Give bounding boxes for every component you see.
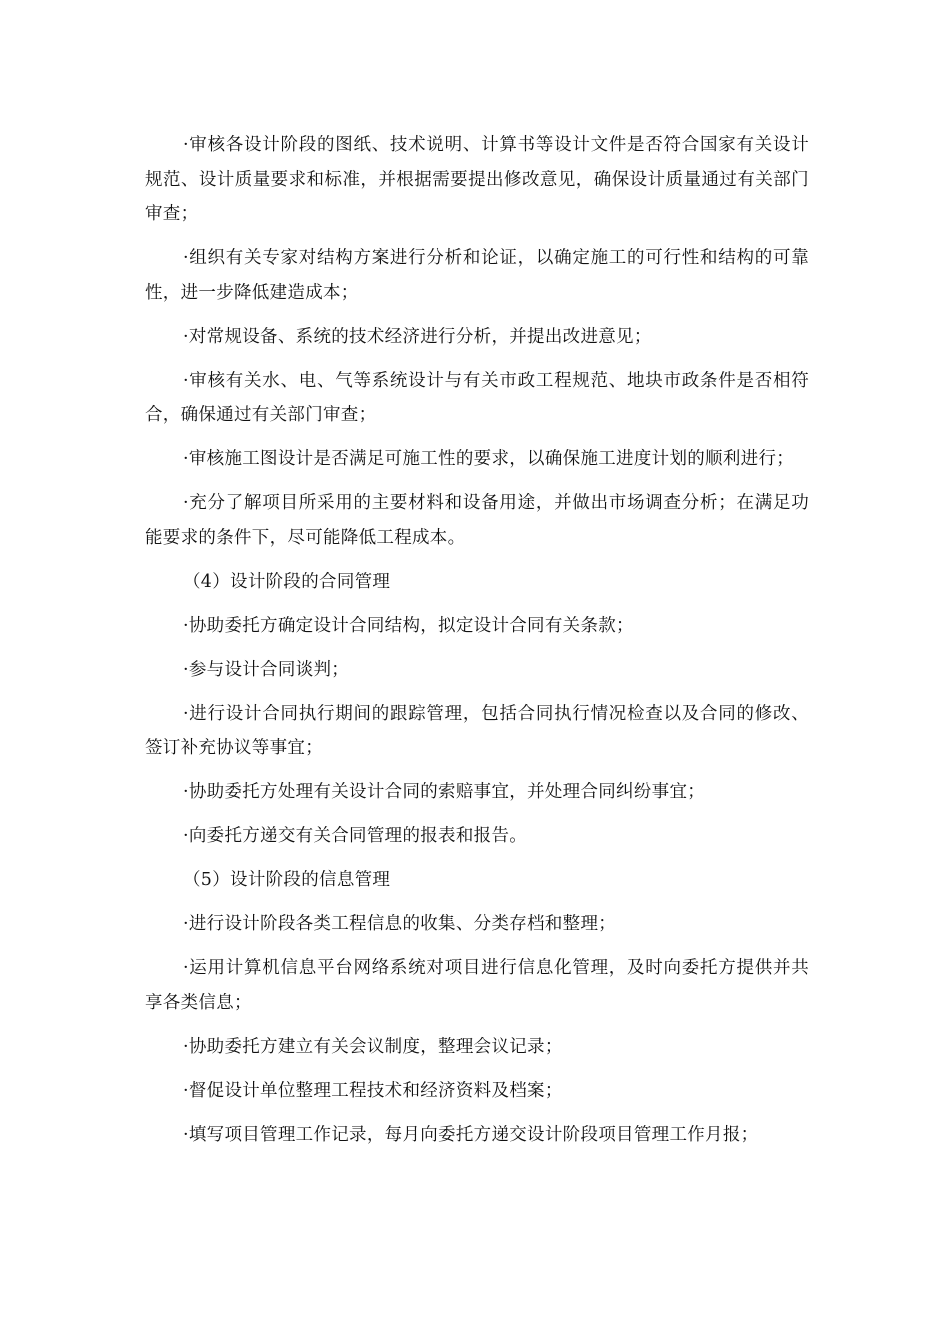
bullet-contract-structure: ·协助委托方确定设计合同结构，拟定设计合同有关条款； — [183, 615, 634, 636]
bullet-archive-supervision: ·督促设计单位整理工程技术和经济资料及档案； — [183, 1080, 563, 1101]
bullet-review-design-docs: ·审核各设计阶段的图纸、技术说明、计算书等设计文件是否符合国家有关设计规范、设计质量要求和标准，并根据需要提出修改意见，确保设计质量通过有关部门审查； — [145, 135, 809, 224]
bullet-contract-tracking: ·进行设计合同执行期间的跟踪管理，包括合同执行情况检查以及合同的修改、签订补充协议等事宜； — [145, 703, 809, 758]
document-page — [145, 128, 809, 1162]
bullet-monthly-report: ·填写项目管理工作记录，每月向委托方递交设计阶段项目管理工作月报； — [183, 1124, 759, 1145]
bullet-info-collection: ·进行设计阶段各类工程信息的收集、分类存档和整理； — [183, 914, 617, 934]
bullet-materials-market-analysis: ·充分了解项目所采用的主要材料和设备用途，并做出市场调查分析；在满足功能要求的条件下，尽可能降低工程成本。 — [145, 493, 809, 548]
bullet-meeting-system: ·协助委托方建立有关会议制度，整理会议记录； — [183, 1036, 563, 1057]
section-heading-information-management: （5）设计阶段的信息管理 — [183, 870, 391, 890]
bullet-expert-structure-analysis: ·组织有关专家对结构方案进行分析和论证，以确定施工的可行性和结构的可靠性，进一步降低建造成本； — [145, 248, 809, 303]
bullet-contract-reports: ·向委托方递交有关合同管理的报表和报告。 — [183, 826, 528, 846]
bullet-review-construction-drawings: ·审核施工图设计是否满足可施工性的要求，以确保施工进度计划的顺利进行； — [183, 449, 795, 469]
bullet-equipment-analysis: ·对常规设备、系统的技术经济进行分析，并提出改进意见； — [183, 326, 652, 347]
bullet-review-utility-systems: ·审核有关水、电、气等系统设计与有关市政工程规范、地块市政条件是否相符合，确保通过有关部门审查； — [145, 370, 809, 425]
bullet-contract-claims: ·协助委托方处理有关设计合同的索赔事宜，并处理合同纠纷事宜； — [183, 782, 706, 802]
bullet-contract-negotiation: ·参与设计合同谈判； — [183, 659, 350, 680]
section-heading-contract-management: （4）设计阶段的合同管理 — [183, 571, 391, 592]
bullet-info-platform: ·运用计算机信息平台网络系统对项目进行信息化管理，及时向委托方提供并共享各类信息； — [145, 958, 809, 1013]
